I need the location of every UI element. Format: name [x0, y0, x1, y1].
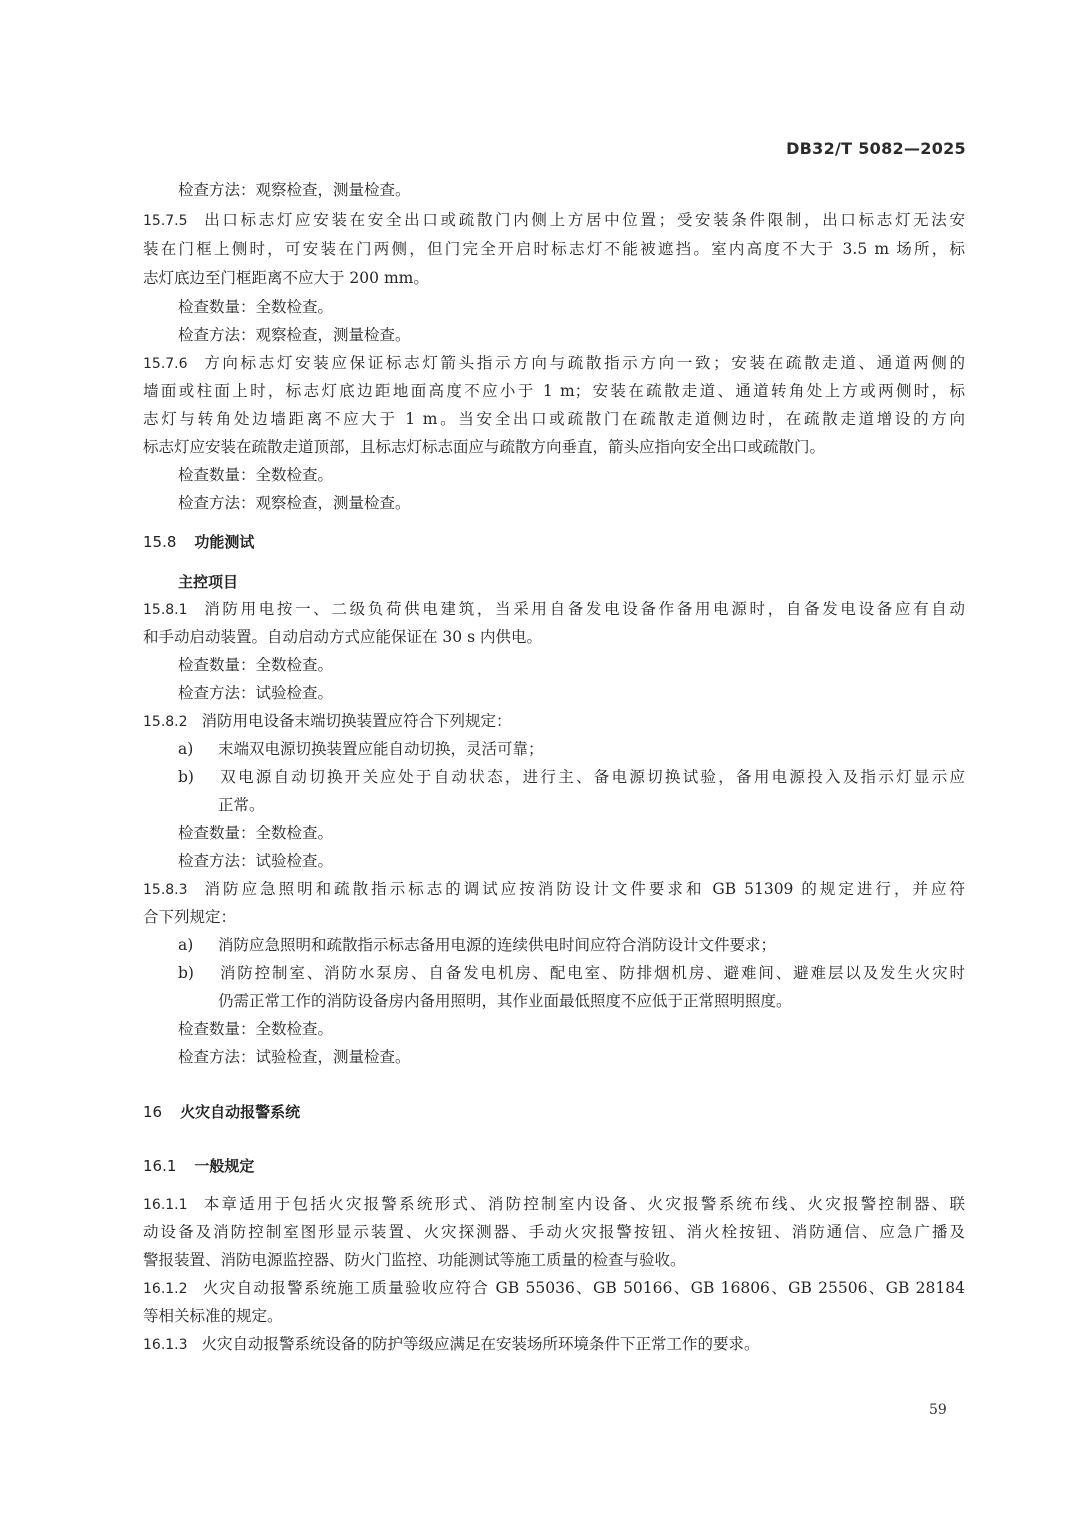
clause-16-1-1-line-1: [143, 1194, 965, 1215]
clause-16-1-3-line-1: [143, 1334, 760, 1355]
list-item-text: 双电源自动切换开关应处于自动状态，进行主、备电源切换试验，备用电源投入及指示灯显示应: [218, 768, 965, 786]
list-item-a: [178, 739, 544, 759]
inspection-quantity-line: 检查数量：全数检查。: [178, 1020, 334, 1038]
clause-16-1-2-line-2: 等相关标准的规定。: [143, 1307, 283, 1325]
clause-text: 火灾自动报警系统施工质量验收应符合 GB 55036、GB 50166、GB 16806、GB 25506、GB 28184: [201, 1279, 965, 1297]
clause-16-1-1-line-3: 警报装置、消防电源监控器、防火门监控、功能测试等施工质量的检查与验收。: [143, 1251, 686, 1269]
clause-text: 本章适用于包括火灾报警系统形式、消防控制室内设备、火灾报警系统布线、火灾报警控制器、联: [201, 1195, 965, 1213]
clause-15-8-3-line-2: 合下列规定：: [143, 908, 237, 926]
clause-text: 消防用电设备末端切换装置应符合下列规定：: [201, 712, 512, 730]
section-heading-15-8: [143, 531, 254, 552]
heading-title: 火灾自动报警系统: [180, 1103, 301, 1121]
inspection-method-line: 检查方法：观察检查，测量检查。: [178, 326, 411, 344]
clause-text: 方向标志灯安装应保证标志灯箭头指示方向与疏散指示方向一致；安装在疏散走道、通道两侧的: [201, 354, 965, 372]
clause-number: 15.7.5: [143, 213, 188, 229]
clause-number: 16.1.3: [143, 1337, 188, 1353]
inspection-method-line: 检查方法：观察检查，测量检查。: [178, 494, 411, 512]
list-marker: a): [178, 936, 194, 954]
list-item-b-line-2: 正常。: [218, 796, 265, 814]
inspection-method-line: 检查方法：试验检查。: [178, 684, 334, 702]
list-item-b-line-1: [178, 767, 965, 787]
chapter-heading-16: [143, 1101, 300, 1122]
clause-15-8-1-line-1: [143, 599, 965, 620]
clause-16-1-1-line-2: 动设备及消防控制室图形显示装置、火灾探测器、手动火灾报警按钮、消火栓按钮、消防通信、应急广播及: [143, 1223, 965, 1241]
inspection-method-line: 检查方法：试验检查，测量检查。: [178, 1048, 411, 1066]
clause-15-7-6-line-4: 标志灯应安装在疏散走道顶部，且标志灯标志面应与疏散方向垂直，箭头应指向安全出口或疏散门。: [143, 438, 826, 456]
inspection-quantity-line: 检查数量：全数检查。: [178, 298, 334, 316]
heading-number: 16.1: [143, 1157, 177, 1175]
clause-text: 出口标志灯应安装在安全出口或疏散门内侧上方居中位置；受安装条件限制，出口标志灯无法安: [201, 211, 965, 229]
inspection-quantity-line: 检查数量：全数检查。: [178, 824, 334, 842]
heading-title: 一般规定: [194, 1157, 255, 1175]
list-marker: b): [178, 768, 194, 786]
clause-number: 15.8.2: [143, 714, 188, 730]
inspection-quantity-line: 检查数量：全数检查。: [178, 656, 334, 674]
standard-number: DB32/T 5082—2025: [786, 139, 966, 158]
list-item-b-line-1: [178, 963, 965, 983]
clause-15-7-5-line-2: 装在门框上侧时，可安装在门两侧，但门完全开启时标志灯不能被遮挡。室内高度不大于 3.5 m 场所，标: [143, 240, 965, 258]
list-item-b-line-2: 仍需正常工作的消防设备房内备用照明，其作业面最低照度不应低于正常照明照度。: [218, 992, 792, 1010]
clause-15-7-5-line-1: [143, 210, 965, 231]
list-item-a: [178, 935, 776, 955]
list-marker: b): [178, 964, 194, 982]
clause-number: 15.7.6: [143, 356, 188, 372]
clause-text: 火灾自动报警系统设备的防护等级应满足在安装场所环境条件下正常工作的要求。: [201, 1335, 760, 1353]
inspection-method-line: 检查方法：试验检查。: [178, 852, 334, 870]
clause-text: 消防用电按一、二级负荷供电建筑，当采用自备发电设备作备用电源时，自备发电设备应有自动: [201, 600, 965, 618]
main-control-items-heading: 主控项目: [178, 573, 239, 591]
heading-title: 功能测试: [194, 533, 255, 551]
list-item-text: 消防控制室、消防水泵房、自备发电机房、配电室、防排烟机房、避难间、避难层以及发生火灾时: [218, 964, 965, 982]
clause-number: 15.8.3: [143, 882, 188, 898]
clause-number: 16.1.2: [143, 1281, 188, 1297]
clause-15-7-6-line-3: 志灯与转角处边墙距离不应大于 1 m。当安全出口或疏散门在疏散走道侧边时，在疏散走道增设的方向: [143, 410, 965, 428]
list-item-text: 消防应急照明和疏散指示标志备用电源的连续供电时间应符合消防设计文件要求；: [218, 936, 777, 954]
inspection-quantity-line: 检查数量：全数检查。: [178, 466, 334, 484]
clause-16-1-2-line-1: [143, 1278, 965, 1299]
clause-15-7-6-line-2: 墙面或柱面上时，标志灯底边距地面高度不应小于 1 m；安装在疏散走道、通道转角处上方或两侧时，标: [143, 382, 965, 400]
clause-number: 16.1.1: [143, 1197, 188, 1213]
clause-15-8-2-line-1: [143, 711, 512, 732]
heading-number: 15.8: [143, 533, 177, 551]
page-number: 59: [929, 1402, 947, 1418]
list-item-text: 末端双电源切换装置应能自动切换，灵活可靠；: [218, 740, 544, 758]
clause-15-8-1-line-2: 和手动启动装置。自动启动方式应能保证在 30 s 内供电。: [143, 628, 542, 646]
clause-15-7-6-line-1: [143, 353, 965, 374]
inspection-method-line: 检查方法：观察检查，测量检查。: [178, 181, 411, 199]
clause-15-7-5-line-3: 志灯底边至门框距离不应大于 200 mm。: [143, 269, 429, 287]
clause-text: 消防应急照明和疏散指示标志的调试应按消防设计文件要求和 GB 51309 的规定进行，并应符: [201, 880, 965, 898]
list-marker: a): [178, 740, 194, 758]
heading-number: 16: [143, 1103, 163, 1121]
clause-15-8-3-line-1: [143, 879, 965, 900]
section-heading-16-1: [143, 1155, 254, 1176]
clause-number: 15.8.1: [143, 602, 188, 618]
